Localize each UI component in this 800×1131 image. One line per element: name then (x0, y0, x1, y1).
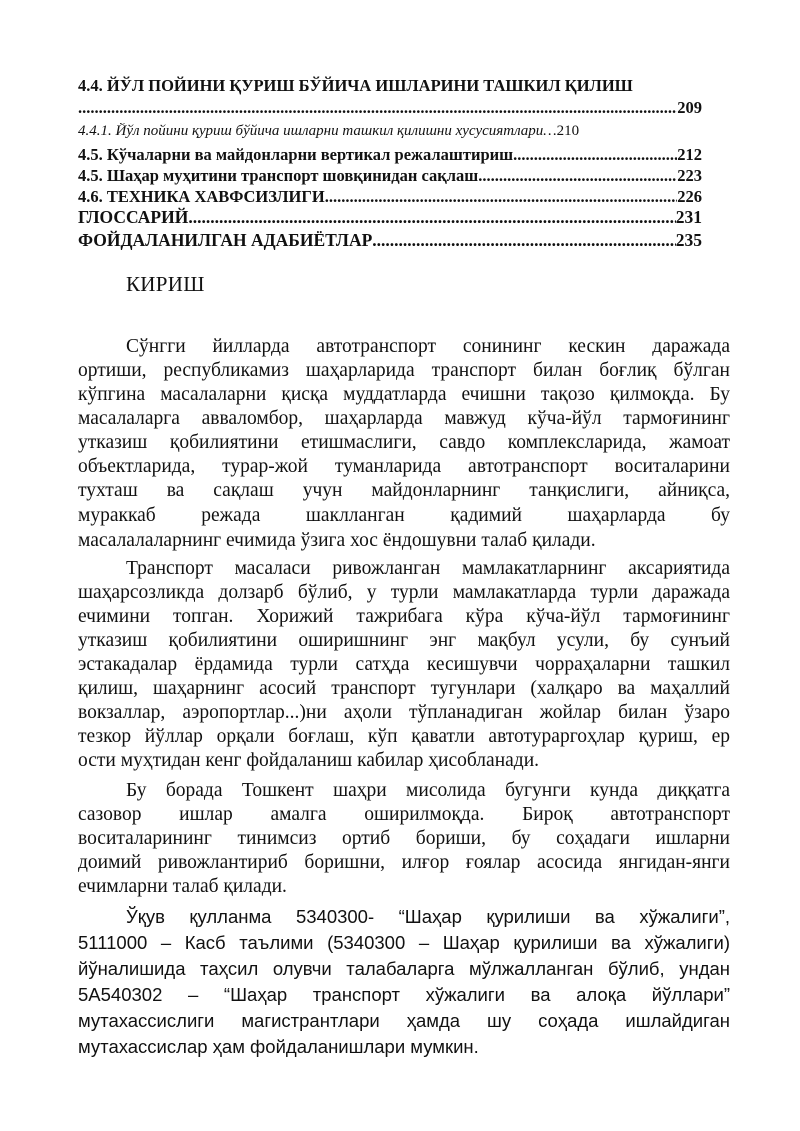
text-line: утказиш қобилиятини етишмаслиги, савдо комплексларида, жамоат (78, 432, 730, 453)
text-line: ости муҳтидан кенг фойдаланиш кабилар ҳисобланади. (78, 750, 540, 771)
toc-entry-4-5-vertical[interactable] (78, 145, 702, 165)
text-line: воситаларининг тинимсиз ортиб бориши, бу соҳадаги ишларни (78, 828, 730, 849)
text-line: ортиши, республикамиз шаҳарларида транспорт билан боғлиқ бўлган (78, 360, 730, 381)
toc-entry-title: 4.5. Кўчаларни ва майдонларни вертикал режалаштириш (78, 145, 514, 164)
text-line: ечимларни талаб қилади. (78, 876, 287, 897)
toc-entry-page: 231 (675, 207, 702, 227)
text-line: доимий ривожлантириб боришни, илғор ғоялар асосида янгидан-янги (78, 852, 730, 873)
text-line: масалалаларнинг ечимида ўзига хос ёндошувни талаб қилади. (78, 530, 596, 551)
toc-entry-page: 210 (556, 123, 580, 139)
text-line: эстакадалар ёрдамида турли сатҳда кесишувчи чорраҳаларни ташкил (78, 654, 730, 675)
text-line: 5А540302 – “Шаҳар транспорт хўжалиги ва алоқа йўллари” (78, 984, 730, 1005)
toc-leader-dots (478, 166, 677, 186)
toc-entry-4-4-1[interactable] (78, 123, 702, 140)
toc-entry-4-6[interactable] (78, 187, 702, 207)
toc-entry-title: 4.5. Шаҳар муҳитини транспорт шовқинидан сақлаш (78, 166, 479, 185)
toc-entry-4-4[interactable] (78, 76, 702, 96)
toc-entry-references[interactable] (78, 230, 702, 251)
text-line: тезкор йўллар орқали боғлаш, кўп қаватли автотураргоҳлар қуриш, ер (78, 726, 730, 747)
section-heading: КИРИШ (126, 272, 205, 296)
toc-entry-title: ФОЙДАЛАНИЛГАН АДАБИЁТЛАР (78, 230, 373, 250)
text-line: Транспорт масаласи ривожланган мамлакатларнинг аксариятида (126, 558, 730, 579)
text-line: 5111000 – Касб таълими (5340300 – Шаҳар қурилиши ва хўжалиги) (78, 932, 730, 953)
toc-entry-4-4-page[interactable] (78, 98, 702, 118)
toc-entry-page: 226 (677, 187, 702, 206)
text-line: кўпгина масалаларни қисқа муддатларда ечишни тақозо қилмоқда. Бу (78, 384, 730, 405)
text-line: вокзаллар, аэропортлар...)ни аҳоли тўпланадиган жойлар билан ўзаро (78, 702, 730, 723)
text-line: Ўқув қулланма 5340300- “Шаҳар қурилиши ва хўжалиги”, (126, 906, 730, 927)
text-line: ечимини топган. Хорижий тажрибага кўра кўча-йўл тармоғининг (78, 606, 730, 627)
toc-entry-title: 4.4.1. Йўл пойини қуриш бўйича ишларни ташкил қилишни хусусиятлари… (78, 123, 557, 139)
toc-entry-title: 4.6. ТЕХНИКА ХАВФСИЗЛИГИ (78, 187, 325, 206)
toc-entry-title: 4.4. ЙЎЛ ПОЙИНИ ҚУРИШ БЎЙИЧА ИШЛАРИНИ ТАШКИЛ ҚИЛИШ (78, 76, 633, 95)
text-line: Сўнгги йилларда автотранспорт сонининг кескин даражада (126, 336, 730, 357)
text-line: объектларида, турар-жой туманларида автотранспорт воситаларини (78, 456, 730, 477)
toc-entry-4-5-noise[interactable] (78, 166, 702, 186)
text-line: шаҳарсозликда долзарб бўлиб, у турли мамлакатларда турли даражада (78, 582, 730, 603)
toc-leader-dots (78, 98, 677, 118)
toc-entry-page: 209 (677, 98, 702, 117)
text-line: мутахассислар ҳам фойдаланишлари мумкин. (78, 1036, 479, 1057)
toc-entry-page: 235 (675, 230, 702, 250)
toc-leader-dots (325, 187, 678, 207)
toc-entry-glossary[interactable] (78, 207, 702, 228)
text-line: йўналишида таҳсил олувчи талабаларга мўлжалланган бўлиб, ундан (78, 958, 730, 979)
text-line: Бу борада Тошкент шаҳри мисолида бугунги кунда диққатга (126, 780, 730, 801)
toc-entry-title: ГЛОССАРИЙ (78, 207, 189, 227)
text-line: масалаларга авваломбор, шаҳарларда мавжуд кўча-йўл тармоғининг (78, 408, 730, 429)
text-line: мутахассислиги магистрантлари ҳамда шу соҳада ишлайдиган (78, 1010, 730, 1031)
toc-leader-dots (513, 145, 677, 165)
text-line: мураккаб режада шаклланган қадимий шаҳарларда бу (78, 505, 730, 526)
text-line: сазовор ишлар амалга оширилмоқда. Бироқ автотранспорт (78, 804, 730, 825)
text-line: утказиш қобилиятини оширишнинг энг мақбул усули, бу сунъий (78, 630, 730, 651)
toc-entry-page: 212 (677, 145, 702, 164)
text-line: қилиш, шаҳарнинг асосий транспорт тугунлари (халқаро ва маҳаллий (78, 678, 730, 699)
toc-leader-dots (188, 207, 675, 228)
text-line: тухташ ва сақлаш учун майдонларнинг танқислиги, айниқса, (78, 480, 730, 501)
toc-leader-dots (372, 230, 675, 251)
toc-entry-page: 223 (677, 166, 702, 185)
